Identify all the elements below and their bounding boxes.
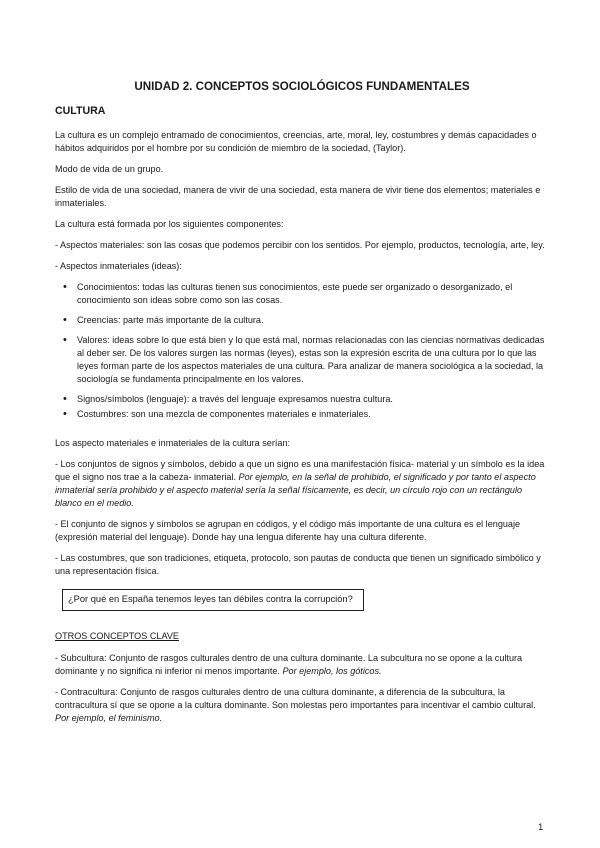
section-heading-otros-conceptos: OTROS CONCEPTOS CLAVE — [55, 631, 179, 641]
bullet-list — [55, 281, 549, 421]
page-title: UNIDAD 2. CONCEPTOS SOCIOLÓGICOS FUNDAMENTALES — [134, 80, 470, 93]
page-number: 1 — [538, 822, 544, 833]
paragraph-text: - Los conjuntos de signos y símbolos, debido a que un signo es una manifestación física- material y un símbolo es la idea que el signo nos trae a la cabeza- inmaterial. — [55, 459, 545, 482]
list-item: • Signos/símbolos (lenguaje): a través del lenguaje expresamos nuestra cultura. — [63, 393, 549, 406]
list-item: • Creencias: parte más importante de la cultura. — [63, 314, 549, 327]
section-heading-cultura: CULTURA — [55, 105, 106, 117]
paragraph-costumbres — [55, 552, 549, 578]
paragraph-aspectos-heading: Los aspecto materiales e inmateriales de la cultura serían: — [55, 438, 291, 448]
list-item: • Conocimientos: todas las culturas tienen sus conocimientos, este puede ser organizado o desorganizado, el conocimiento son ideas sobre como son las cosas. — [63, 281, 549, 307]
paragraph-text: - Subcultura: Conjunto de rasgos culturales dentro de una cultura dominante. La subcultura no se opone a la cultura dominante y no significa ni inferior ni menos importante. — [55, 653, 523, 676]
paragraph-componentes: La cultura está formada por los siguientes componentes: — [55, 219, 284, 229]
paragraph-text: - El conjunto de signos y símbolos se agrupan en códigos, y el código más importante de una cultura es el lenguaje (expresión material del lenguaje). Donde hay una lengua diferente hay una cultura diferente. — [55, 519, 521, 542]
paragraph-definicion: La cultura es un complejo entramado de conocimientos, creencias, arte, moral, ley, costumbres y demás capacidades o hábitos adquiridos por el hombre por su condición de miembro de la sociedad, (Taylor). — [55, 130, 537, 153]
paragraph-modo-de-vida: Modo de vida de un grupo. — [55, 164, 164, 174]
paragraph-aspectos-materiales: - Aspectos materiales: son las cosas que podemos percibir con los sentidos. Por ejemplo, productos, tecnología, arte, ley. — [55, 240, 545, 250]
paragraph-example: Por ejemplo, los góticos. — [282, 666, 382, 676]
question-box: ¿Por qué en España tenemos leyes tan débiles contra la corrupción? — [62, 589, 364, 611]
paragraph-contracultura — [55, 686, 549, 725]
paragraph-signos — [55, 458, 549, 510]
paragraph-aspectos-inmateriales: - Aspectos inmateriales (ideas): — [55, 261, 182, 271]
list-item: • Valores: ideas sobre lo que está bien y lo que está mal, normas relacionadas con las ciencias normativas dedicadas al deber ser. De los valores surgen las normas (leyes), estas son la expresión escrita de una cultura por lo que las leyes forman parte de los aspectos materiales de una cultura. Para analizar de manera sociológica a la sociedad, la sociología se fundamenta principalmente en los valores. — [63, 334, 549, 386]
paragraph-text: - Contracultura: Conjunto de rasgos culturales dentro de una cultura dominante, a diferencia de la subcultura, la contracultura sí que se opone a la cultura dominante. Son molestas pero importantes para incentivar el cambio cultural. — [55, 687, 536, 710]
paragraph-example: Por ejemplo, el feminismo. — [55, 713, 163, 723]
paragraph-estilo-de-vida: Estilo de vida de una sociedad, manera de vivir de una sociedad, esta manera de vivir tiene dos elementos; materiales e inmateriales. — [55, 185, 541, 208]
paragraph-example: Por ejemplo, en la señal de prohibido, el significado y por tanto el aspecto inmaterial sería prohibido y el aspecto material sería la señal físicamente, es decir, un círculo rojo con un rectángulo blanco en el medio. — [55, 472, 536, 508]
list-item: • Costumbres: son una mezcla de componentes materiales e inmateriales. — [63, 408, 549, 421]
paragraph-text: - Las costumbres, que son tradiciones, etiqueta, protocolo, son pautas de conducta que tienen un significado simbólico y una representación física. — [55, 553, 541, 576]
paragraph-codigos — [55, 518, 549, 544]
paragraph-subcultura — [55, 652, 549, 678]
page-content — [55, 80, 549, 733]
